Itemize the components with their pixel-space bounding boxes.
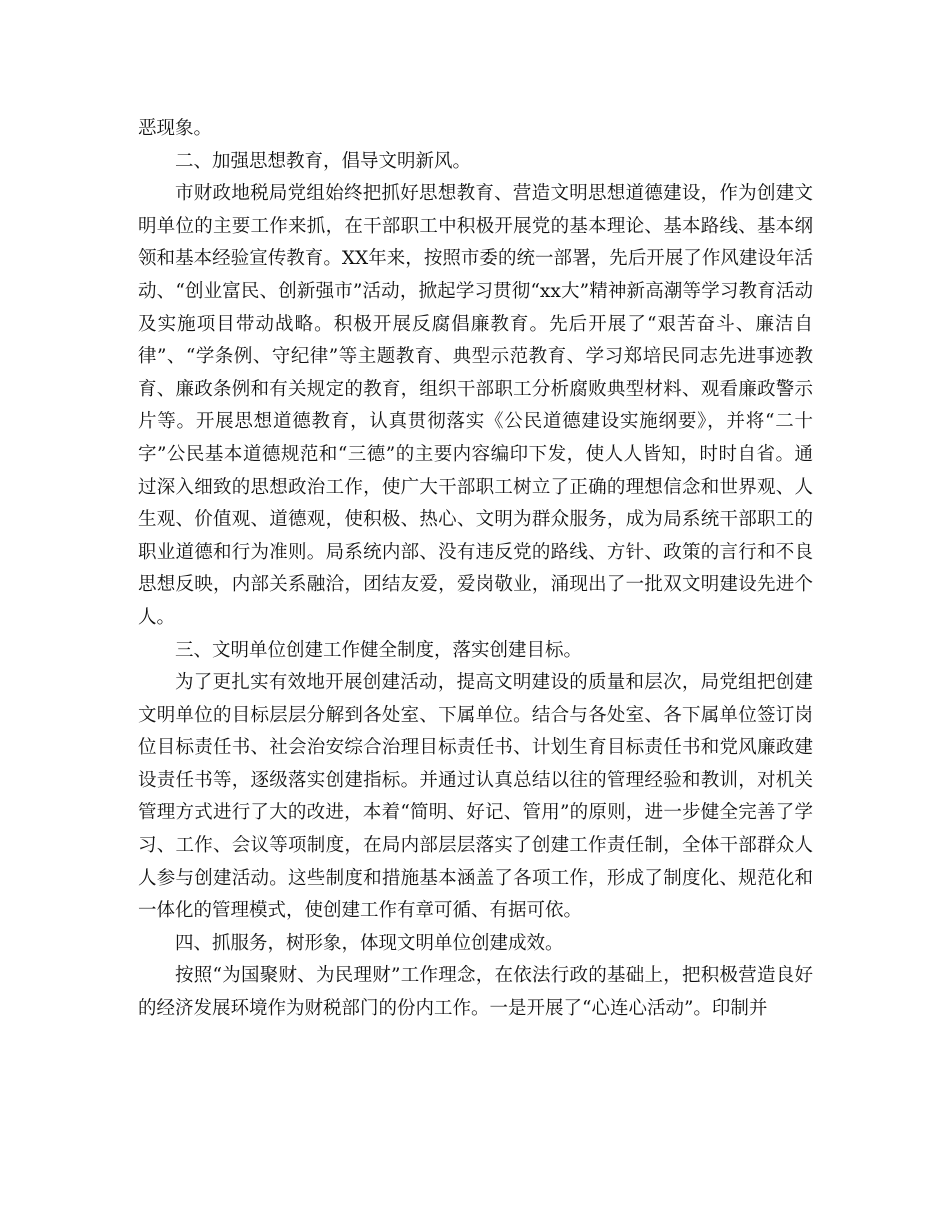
paragraph-system-building: 为了更扎实有效地开展创建活动，提高文明建设的质量和层次，局党组把创建文明单位的目标层层分解到各处室、下属单位。结合与各处室、各下属单位签订岗位目标责任书、社会治安综合治理目标责任书、计划生育目标责任书和党风廉政建设责任书等，逐级落实创建指标。并通过认真总结以往的管理经验和教训，对机关管理方式进行了大的改进，本着“简明、好记、管用”的原则，进一步健全完善了学习、工作、会议等项制度，在局内部层层落实了创建工作责任制，全体干部群众人人参与创建活动。这些制度和措施基本涵盖了各项工作，形成了制度化、规范化和一体化的管理模式，使创建工作有章可循、有据可依。 — [138, 672, 813, 922]
paragraph-service: 按照“为国聚财、为民理财”工作理念，在依法行政的基础上，把积极营造良好的经济发展环境作为财税部门的份内工作。一是开展了“心连心活动”。印制并 — [138, 965, 813, 1020]
paragraph-continuation: 恶现象。 — [138, 118, 213, 139]
section-heading-4: 四、抓服务，树形象，体现文明单位创建成效。 — [175, 932, 564, 954]
section-heading-3: 三、文明单位创建工作健全制度，落实创建目标。 — [175, 639, 583, 661]
paragraph-ideology-education: 市财政地税局党组始终把抓好思想教育、营造文明思想道德建设，作为创建文明单位的主要工作来抓，在干部职工中积极开展党的基本理论、基本路线、基本纲领和基本经验宣传教育。XX年来，按照市委的统一部署，先后开展了作风建设年活动、“创业富民、创新强市”活动，掀起学习贯彻“xx大”精神新高潮等学习教育活动及实施项目带动战略。积极开展反腐倡廉教育。先后开展了“艰苦奋斗、廉洁自律”、“学条例、守纪律”等主题教育、典型示范教育、学习郑培民同志先进事迹教育、廉政条例和有关规定的教育，组织干部职工分析腐败典型材料、观看廉政警示片等。开展思想道德教育，认真贯彻落实《公民道德建设实施纲要》，并将“二十字”公民基本道德规范和“三德”的主要内容编印下发，使人人皆知，时时自省。通过深入细致的思想政治工作，使广大干部职工树立了正确的理想信念和世界观、人生观、价值观、道德观，使积极、热心、文明为群众服务，成为局系统干部职工的职业道德和行为准则。局系统内部、没有违反党的路线、方针、政策的言行和不良思想反映，内部关系融洽，团结友爱，爱岗敬业，涌现出了一批双文明建设先进个人。 — [138, 183, 813, 628]
document-body — [138, 113, 813, 1026]
section-heading-2: 二、加强思想教育，倡导文明新风。 — [175, 150, 472, 172]
